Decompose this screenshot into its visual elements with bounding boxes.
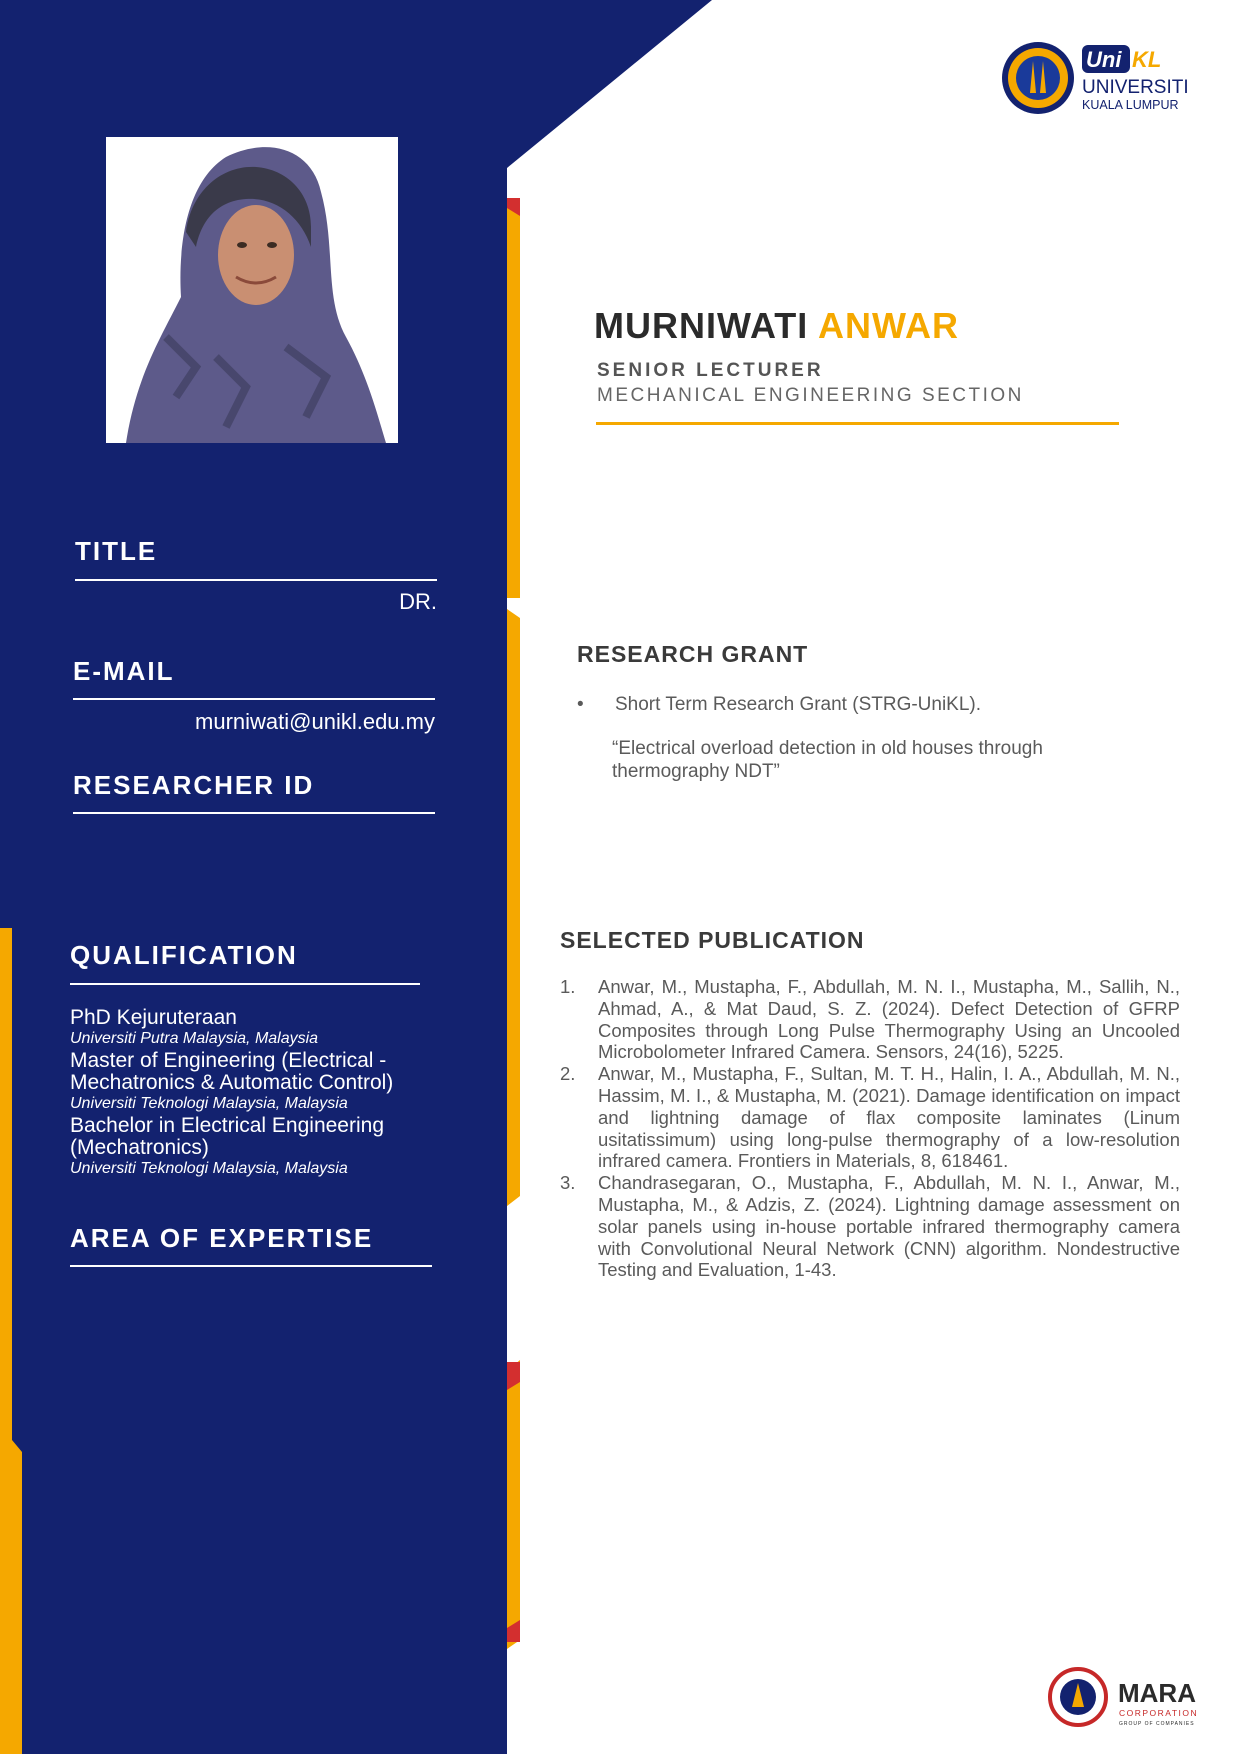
title-divider <box>75 579 437 581</box>
first-name: MURNIWATI <box>594 305 809 346</box>
grant-bullet: • <box>577 694 584 715</box>
publication-number: 1. <box>560 976 576 997</box>
expertise-label: AREA OF EXPERTISE <box>70 1223 374 1253</box>
researcher-id-divider <box>73 812 435 814</box>
email-divider <box>73 698 435 700</box>
qualification-university: Universiti Putra Malaysia, Malaysia <box>70 1030 319 1047</box>
publication-item <box>560 1063 1180 1172</box>
publication-text: Anwar, M., Mustapha, F., Sultan, M. T. H., Halin, I. A., Abdullah, M. N., Hassim, M. I., & Mustapha, M. (2021). Damage identification on impact and lightning damage of flax composite laminates (Linum usitatissimum) using long-pulse thermography of a low-resolution infrared camera. Frontiers in Materials, 8, 618461. <box>598 1063 1180 1172</box>
publication-number: 3. <box>560 1172 576 1194</box>
title-label: TITLE <box>75 536 158 566</box>
unikl-line1: UNIVERSITI <box>1082 77 1189 98</box>
qualification-degree: PhD Kejuruteraan <box>70 1006 237 1029</box>
last-name: ANWAR <box>817 305 959 346</box>
researcher-id-label: RESEARCHER ID <box>73 770 315 800</box>
position-title: SENIOR LECTURER <box>597 360 824 381</box>
publication-text: Anwar, M., Mustapha, F., Abdullah, M. N. I., Mustapha, M., Sallih, N., Ahmad, A., & Mat Daud, S. Z. (2024). Defect Detection of GFRP Composites through Long Pulse Thermography Using an Uncooled Microbolometer Infrared Camera. Sensors, 24(16), 5225. <box>598 976 1180 1063</box>
qualification-degree: Master of Engineering (Electrical - Mechatronics & Automatic Control) <box>70 1049 394 1094</box>
mara-seal-logo <box>1048 1667 1108 1727</box>
name-underline <box>596 422 1119 425</box>
unikl-logo <box>1000 33 1200 123</box>
grant-title: “Electrical overload detection in old houses through thermography NDT” <box>612 738 1043 782</box>
publication-heading: SELECTED PUBLICATION <box>560 927 865 953</box>
unikl-kl-text: KL <box>1132 47 1162 72</box>
unikl-uni-text: Uni <box>1086 47 1122 72</box>
profile-name <box>594 305 959 347</box>
grant-item: Short Term Research Grant (STRG-UniKL). <box>615 694 982 715</box>
mara-corporation-logo <box>1118 1678 1222 1732</box>
profile-photo <box>106 137 398 443</box>
publication-item <box>560 976 1180 1063</box>
mara-name: MARA <box>1118 1678 1196 1708</box>
mara-sub2: GROUP OF COMPANIES <box>1119 1721 1195 1727</box>
qualification-list <box>70 1007 450 1180</box>
publication-text: Chandrasegaran, O., Mustapha, F., Abdullah, M. N. I., Anwar, M., Mustapha, M., & Adzis, Z. (2024). Lightning damage assessment on solar panels using in-house portable infrared thermography camera with Convolutional Neural Network (CNN) algorithm. Nondestructive Testing and Evaluation, 1-43. <box>598 1172 1180 1281</box>
title-value: DR. <box>399 589 437 614</box>
research-grant-heading: RESEARCH GRANT <box>577 641 809 667</box>
department-section: MECHANICAL ENGINEERING SECTION <box>597 385 1024 406</box>
qualification-degree: Bachelor in Electrical Engineering (Mechatronics) <box>70 1114 385 1159</box>
qualification-university: Universiti Teknologi Malaysia, Malaysia <box>70 1095 348 1112</box>
mara-sub1: CORPORATION <box>1119 1708 1199 1718</box>
expertise-divider <box>70 1265 432 1267</box>
publication-number: 2. <box>560 1063 576 1085</box>
qualification-divider <box>70 983 420 985</box>
publication-list <box>560 976 1180 1281</box>
email-label: E-MAIL <box>73 656 175 686</box>
email-value[interactable]: murniwati@unikl.edu.my <box>195 709 435 734</box>
publication-item <box>560 1172 1180 1281</box>
unikl-line2: KUALA LUMPUR <box>1082 98 1179 112</box>
qualification-label: QUALIFICATION <box>70 940 298 970</box>
qualification-university: Universiti Teknologi Malaysia, Malaysia <box>70 1160 348 1177</box>
